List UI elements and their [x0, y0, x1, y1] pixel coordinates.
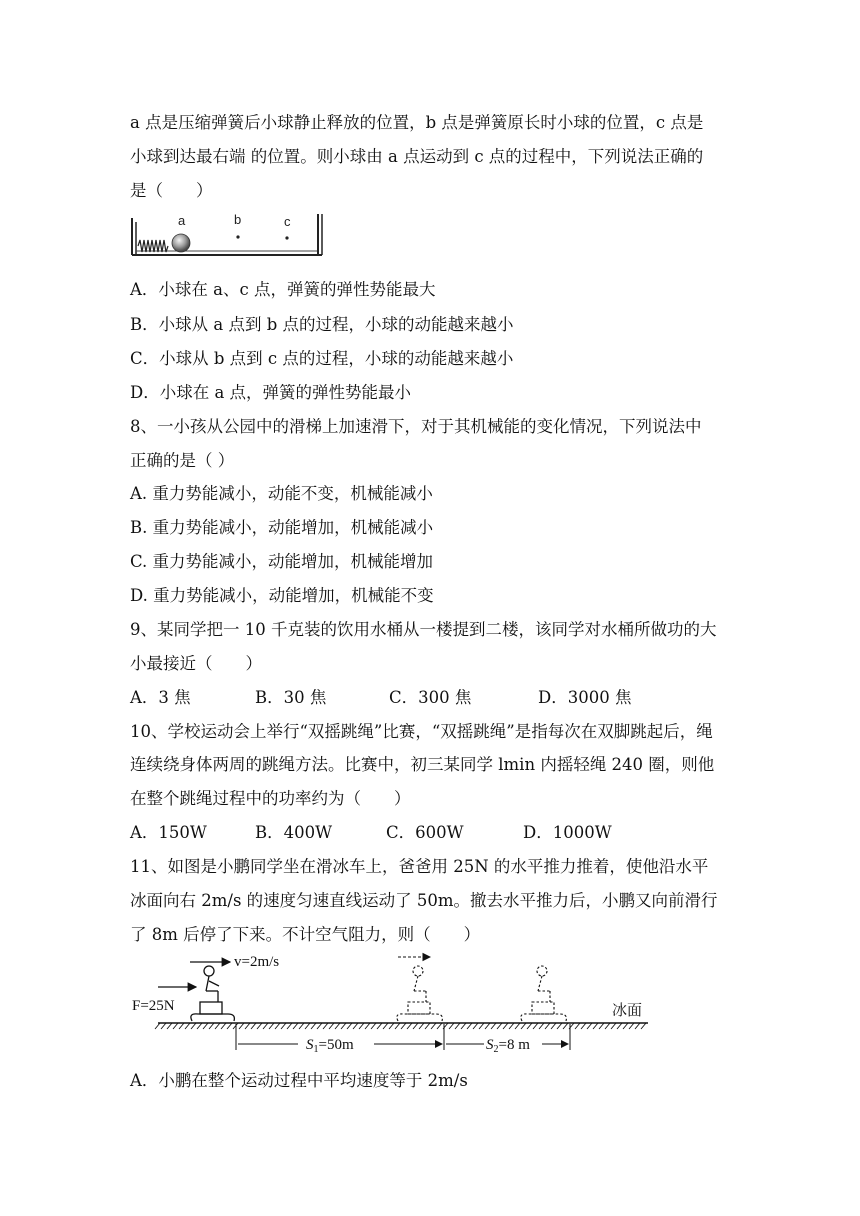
ice-label: 冰面: [612, 1003, 643, 1019]
hatch-mark: [491, 1023, 496, 1029]
q9-stem-line-2: 小最接近（ ）: [130, 654, 262, 673]
hatch-mark: [407, 1023, 412, 1029]
hatch-mark: [617, 1023, 622, 1029]
hatch-mark: [161, 1023, 166, 1029]
hatch-mark: [341, 1023, 346, 1029]
hatch-mark: [461, 1023, 466, 1029]
spring-icon: [138, 240, 168, 252]
hatch-mark: [281, 1023, 286, 1029]
point-c: [285, 236, 288, 239]
label-a: a: [178, 213, 186, 228]
q7-option-d: D．小球在 a 点，弹簧的弹性势能最小: [130, 383, 412, 402]
hatch-mark: [401, 1023, 406, 1029]
q8-option-c: C. 重力势能减小，动能增加，机械能增加: [130, 552, 434, 571]
q7-option-b: B．小球从 a 点到 b 点的过程，小球的动能越来越小: [130, 315, 514, 334]
hatch-mark: [323, 1023, 328, 1029]
hatch-mark: [245, 1023, 250, 1029]
hatch-mark: [509, 1023, 514, 1029]
skater-dashed-2-icon: [521, 966, 567, 1021]
hatch-mark: [563, 1023, 568, 1029]
q11-stem-line-3: 了 8m 后停了下来。不计空气阻力，则（ ）: [130, 925, 481, 944]
hatch-mark: [455, 1023, 460, 1029]
q10-stem-line-1: 10、学校运动会上举行“双摇跳绳”比赛，“双摇跳绳”是指每次在双脚跳起后，绳: [130, 722, 713, 741]
hatch-mark: [287, 1023, 292, 1029]
hatch-mark: [479, 1023, 484, 1029]
s1-label: [306, 1037, 354, 1055]
s2-subscript: 2: [493, 1044, 499, 1055]
q11-stem-line-1: 11、如图是小鹏同学坐在滑冰车上，爸爸用 25N 的水平推力推着，使他沿水平: [130, 857, 709, 876]
hatch-mark: [359, 1023, 364, 1029]
hatch-mark: [629, 1023, 634, 1029]
s1-value: =50m: [318, 1037, 354, 1053]
s2-symbol: S: [486, 1037, 494, 1053]
hatch-mark: [293, 1023, 298, 1029]
hatch-mark: [533, 1023, 538, 1029]
skater-dashed-1-icon: [397, 966, 443, 1021]
hatch-mark: [329, 1023, 334, 1029]
spring-ball-figure: [128, 208, 328, 260]
hatch-mark: [485, 1023, 490, 1029]
hatch-mark: [473, 1023, 478, 1029]
q8-option-b: B. 重力势能减小，动能增加，机械能减小: [130, 518, 434, 537]
hatch-mark: [431, 1023, 436, 1029]
q7-stem-line-2: 小球到达最右端 的位置。则小球由 a 点运动到 c 点的过程中，下列说法正确的: [130, 147, 704, 166]
force-label: F=25N: [132, 998, 175, 1014]
q9-option-b: B．30 焦: [255, 688, 327, 707]
hatch-mark: [275, 1023, 280, 1029]
s1-subscript: 1: [313, 1044, 319, 1055]
hatch-mark: [527, 1023, 532, 1029]
hatch-mark: [425, 1023, 430, 1029]
hatch-mark: [383, 1023, 388, 1029]
q7-stem-line-1: a 点是压缩弹簧后小球静止释放的位置，b 点是弹簧原长时小球的位置，c 点是: [130, 113, 704, 132]
hatch-mark: [497, 1023, 502, 1029]
hatch-mark: [611, 1023, 616, 1029]
q8-stem-line-2: 正确的是（ ）: [130, 451, 235, 470]
hatch-mark: [209, 1023, 214, 1029]
hatch-mark: [419, 1023, 424, 1029]
hatch-mark: [413, 1023, 418, 1029]
q7-option-a: A．小球在 a、c 点，弹簧的弹性势能最大: [130, 280, 436, 299]
hatch-mark: [347, 1023, 352, 1029]
hatch-mark: [395, 1023, 400, 1029]
ice-sled-figure: [130, 952, 660, 1062]
hatch-mark: [587, 1023, 592, 1029]
hatch-mark: [263, 1023, 268, 1029]
q7-option-c: C．小球从 b 点到 c 点的过程，小球的动能越来越小: [130, 349, 514, 368]
hatch-mark: [515, 1023, 520, 1029]
q10-option-b: B．400W: [255, 823, 333, 842]
s2-label: [486, 1037, 530, 1055]
hatch-mark: [173, 1023, 178, 1029]
label-b: b: [234, 212, 242, 227]
q7-stem-line-3: 是（ ）: [130, 181, 213, 200]
hatch-mark: [299, 1023, 304, 1029]
hatch-mark: [251, 1023, 256, 1029]
hatch-mark: [221, 1023, 226, 1029]
hatch-mark: [305, 1023, 310, 1029]
q10-option-d: D．1000W: [523, 823, 612, 842]
hatch-mark: [371, 1023, 376, 1029]
hatch-mark: [605, 1023, 610, 1029]
q9-option-d: D．3000 焦: [538, 688, 632, 707]
hatch-mark: [581, 1023, 586, 1029]
hatch-mark: [197, 1023, 202, 1029]
q8-option-a: A. 重力势能减小，动能不变，机械能减小: [130, 484, 433, 503]
hatch-mark: [269, 1023, 274, 1029]
hatch-mark: [227, 1023, 232, 1029]
q10-stem-line-2: 连续绕身体两周的跳绳方法。比赛中，初三某同学 lmin 内摇轻绳 240 圈，则他: [130, 755, 715, 774]
s2-value: =8 m: [498, 1037, 530, 1053]
hatch-mark: [467, 1023, 472, 1029]
hatch-mark: [641, 1023, 646, 1029]
hatch-mark: [257, 1023, 262, 1029]
hatch-mark: [311, 1023, 316, 1029]
hatch-mark: [449, 1023, 454, 1029]
hatch-mark: [365, 1023, 370, 1029]
hatch-mark: [377, 1023, 382, 1029]
q10-stem-line-3: 在整个跳绳过程中的功率约为（ ）: [130, 789, 411, 808]
q8-stem-line-1: 8、一小孩从公园中的滑梯上加速滑下，对于其机械能的变化情况，下列说法中: [130, 417, 702, 436]
hatch-mark: [521, 1023, 526, 1029]
q11-option-a: A．小鹏在整个运动过程中平均速度等于 2m/s: [130, 1071, 468, 1090]
skater-on-sled-icon: [191, 966, 235, 1021]
hatch-mark: [191, 1023, 196, 1029]
hatch-mark: [635, 1023, 640, 1029]
s1-symbol: S: [306, 1037, 314, 1053]
q9-stem-line-1: 9、某同学把一 10 千克装的饮用水桶从一楼提到二楼，该同学对水桶所做功的大: [130, 620, 717, 639]
q8-option-d: D. 重力势能减小，动能增加，机械能不变: [130, 586, 434, 605]
point-b: [236, 235, 239, 238]
hatch-mark: [167, 1023, 172, 1029]
hatch-mark: [353, 1023, 358, 1029]
hatch-mark: [623, 1023, 628, 1029]
ball-icon: [172, 234, 190, 252]
hatch-mark: [185, 1023, 190, 1029]
hatch-mark: [593, 1023, 598, 1029]
hatch-mark: [557, 1023, 562, 1029]
hatch-mark: [203, 1023, 208, 1029]
hatch-mark: [215, 1023, 220, 1029]
q9-option-c: C．300 焦: [389, 688, 472, 707]
q11-stem-line-2: 冰面向右 2m/s 的速度匀速直线运动了 50m。撤去水平推力后，小鹏又向前滑行: [130, 891, 718, 910]
hatch-mark: [437, 1023, 442, 1029]
hatch-mark: [575, 1023, 580, 1029]
hatch-mark: [599, 1023, 604, 1029]
hatch-mark: [179, 1023, 184, 1029]
hatch-mark: [389, 1023, 394, 1029]
q9-option-a: A．3 焦: [130, 688, 191, 707]
label-c: c: [284, 214, 291, 229]
hatch-mark: [503, 1023, 508, 1029]
q10-option-c: C．600W: [386, 823, 464, 842]
hatch-mark: [551, 1023, 556, 1029]
hatch-mark: [335, 1023, 340, 1029]
q10-option-a: A．150W: [130, 823, 207, 842]
hatch-mark: [545, 1023, 550, 1029]
ice-hatching: [155, 1023, 646, 1029]
hatch-mark: [539, 1023, 544, 1029]
hatch-mark: [239, 1023, 244, 1029]
hatch-mark: [317, 1023, 322, 1029]
velocity-label: v=2m/s: [234, 954, 280, 970]
hatch-mark: [155, 1023, 160, 1029]
